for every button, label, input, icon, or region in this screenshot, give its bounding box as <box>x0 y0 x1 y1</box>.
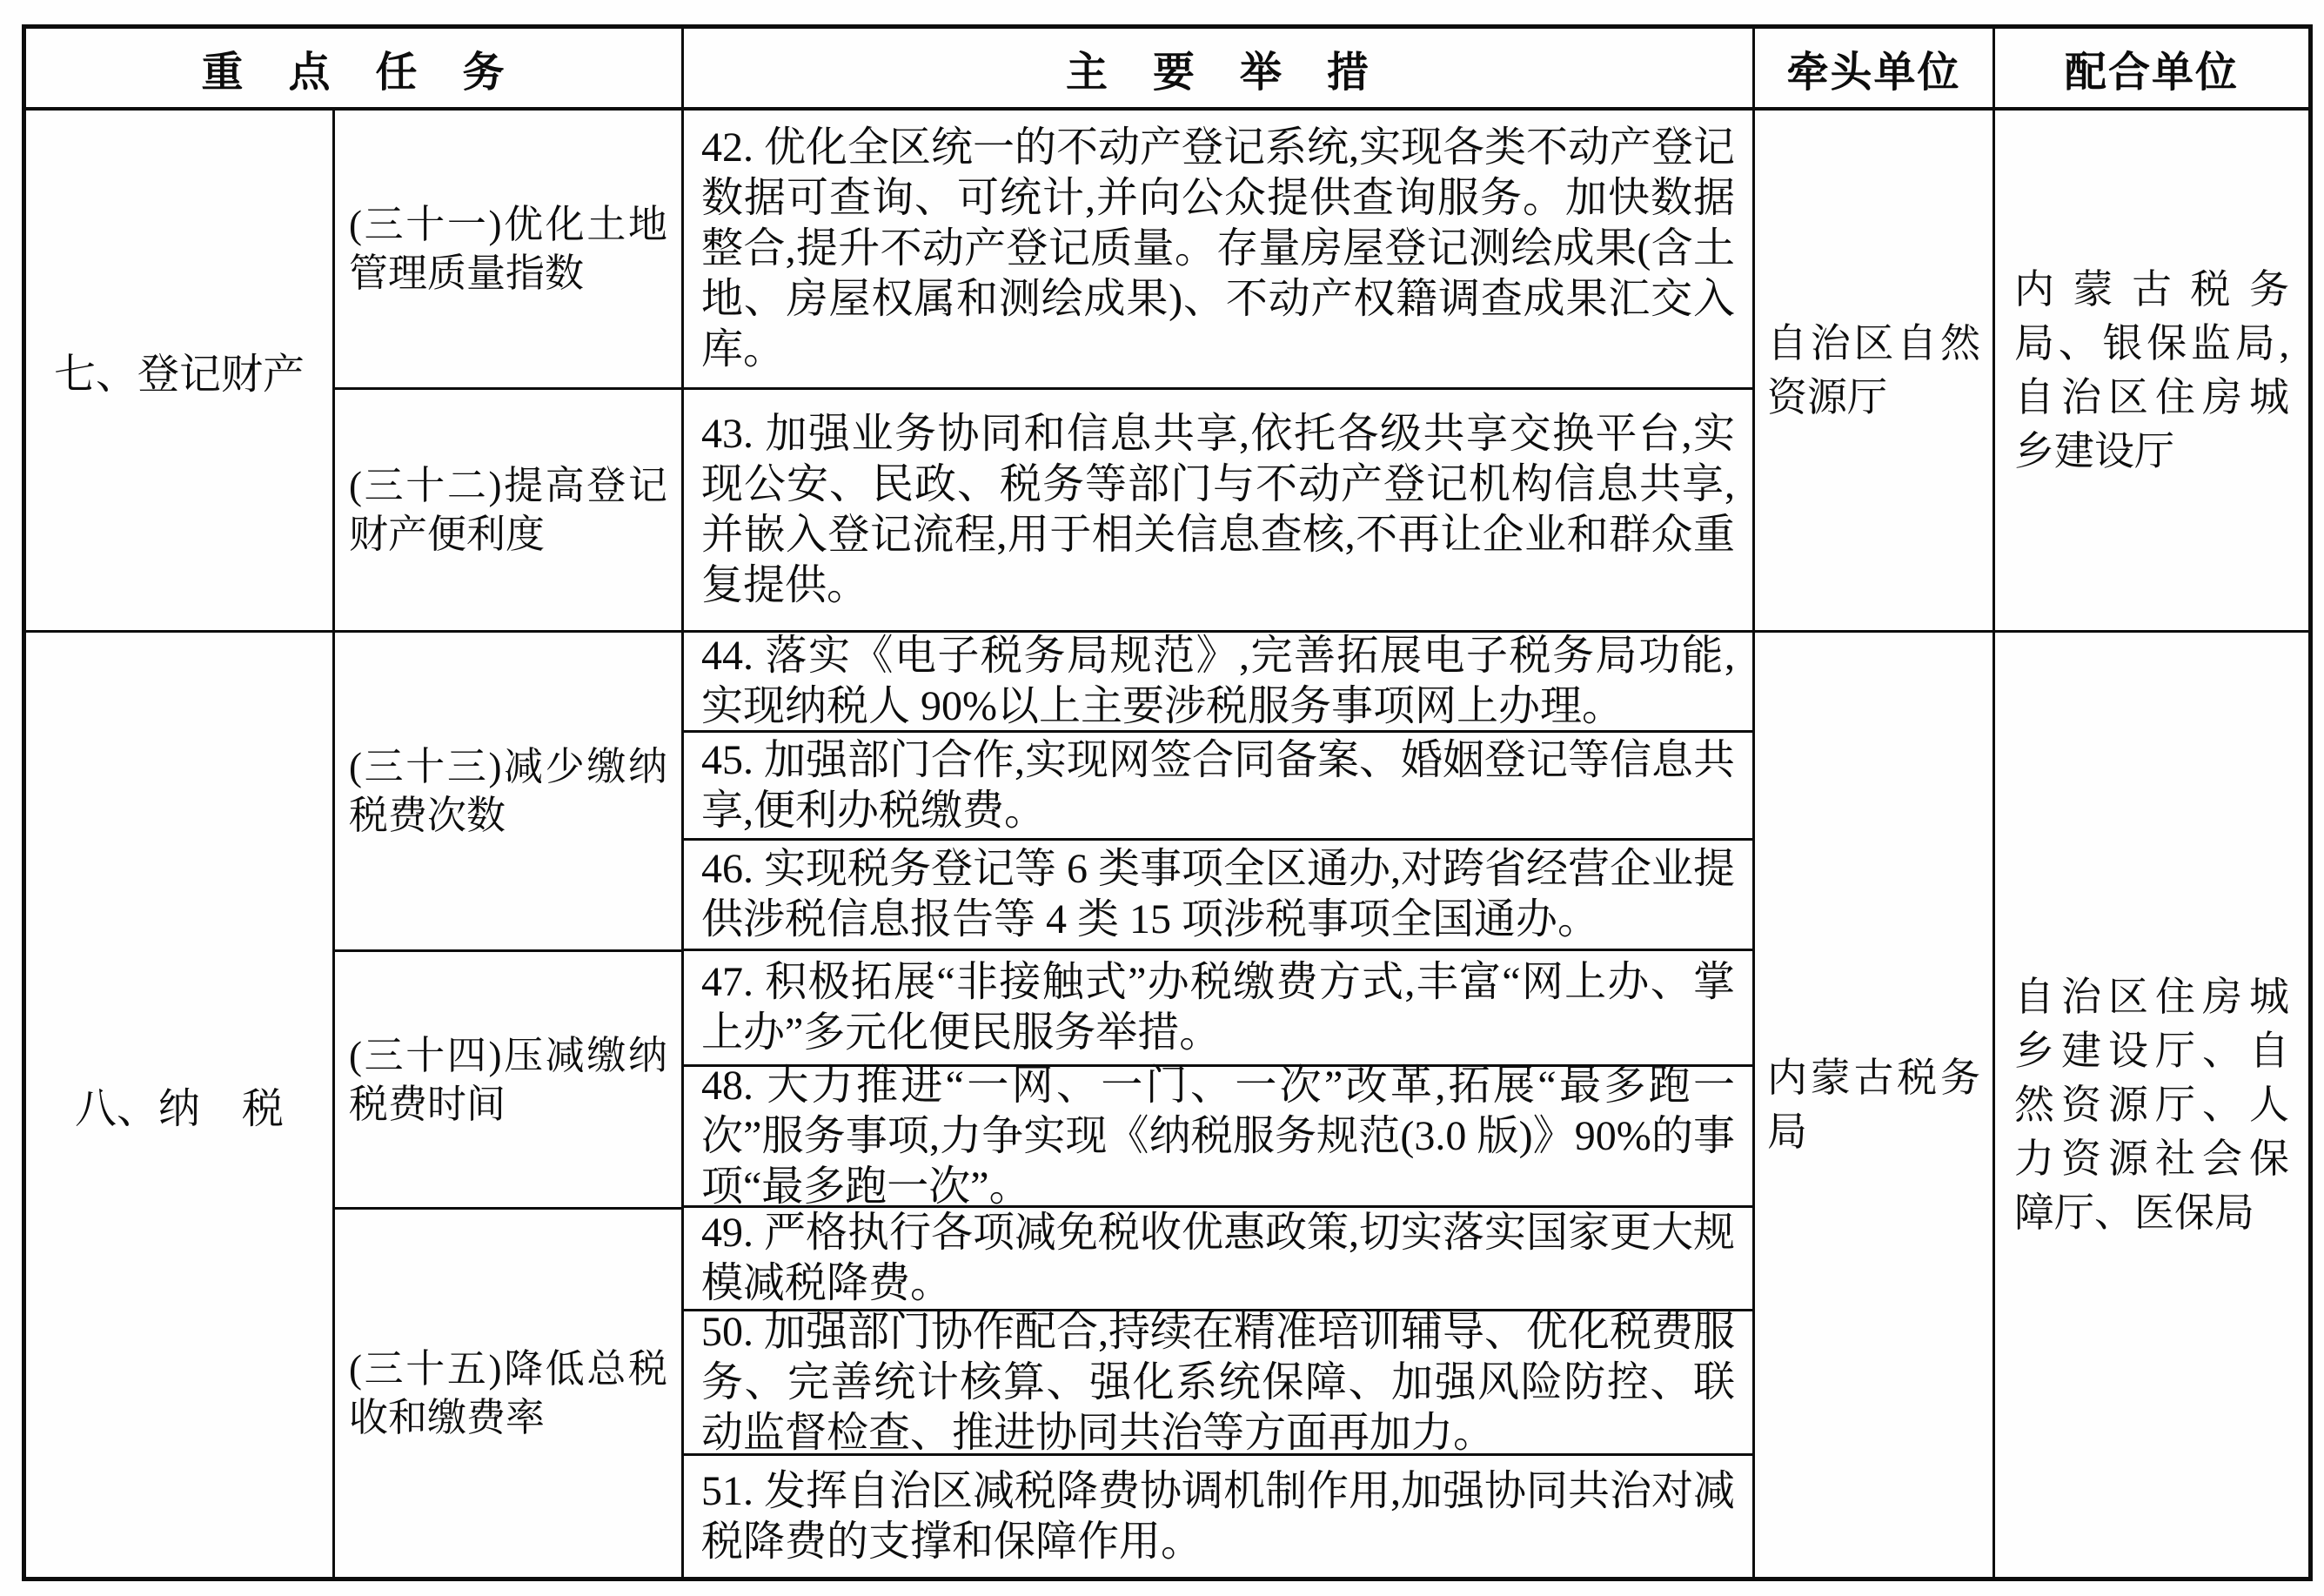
section-7-measure-list <box>684 111 1755 633</box>
measure-49 <box>684 1208 1752 1311</box>
section-8-measure-list <box>684 633 1755 1577</box>
section-7-lead-unit-text: 自治区自然资源厅 <box>1767 320 1980 419</box>
section-8-title: 八、纳 税 <box>26 633 335 1577</box>
measure-51 <box>684 1456 1752 1577</box>
measure-50-text: 50. 加强部门协作配合,持续在精准培训辅导、优化税费服务、完善统计核算、强化系统保障、加强风险防控、联动监督检查、推进协同共治等方面再加力。 <box>701 1308 1736 1456</box>
section-8-support-unit-text: 自治区住房城乡建设厅、自然资源厅、人力资源社会保障厅、医保局 <box>2014 974 2289 1235</box>
task-32 <box>335 390 681 630</box>
measure-42-text: 42. 优化全区统一的不动产登记系统,实现各类不动产登记数据可查询、可统计,并向公众提供查询服务。加快数据整合,提升不动产登记质量。存量房屋登记测绘成果(含土地、房屋权属和测绘成果)、不动产权籍调查成果汇交入库。 <box>701 124 1736 372</box>
action-plan-table <box>22 24 2313 1581</box>
measure-43-text: 43. 加强业务协同和信息共享,依托各级共享交换平台,实现公安、民政、税务等部门与不动产登记机构信息共享,并嵌入登记流程,用于相关信息查核,不再让企业和群众重复提供。 <box>701 411 1735 608</box>
section-7-task-list <box>335 111 684 633</box>
section-8-support-unit <box>1995 633 2308 1577</box>
measure-48-text: 48. 大力推进“一网、一门、一次”改革,拓展“最多跑一次”服务事项,力争实现《纳税服务规范(3.0 版)》90%的事项“最多跑一次”。 <box>701 1062 1735 1210</box>
task-33-label: (三十三)减少缴纳税费次数 <box>349 745 667 837</box>
section-7-lead-unit <box>1755 111 1995 633</box>
task-33 <box>335 633 681 952</box>
task-32-label: (三十二)提高登记财产便利度 <box>349 464 667 556</box>
measure-44-text: 44. 落实《电子税务局规范》,完善拓展电子税务局功能,实现纳税人 90%以上主要涉税服务事项网上办理。 <box>701 633 1735 729</box>
header-lead-unit: 牵头单位 <box>1755 29 1995 111</box>
task-34 <box>335 952 681 1210</box>
measure-43 <box>684 390 1752 630</box>
header-key-tasks: 重 点 任 务 <box>26 29 684 111</box>
section-7-support-unit-text: 内蒙古税务局、银保监局,自治区住房城乡建设厅 <box>2014 266 2289 473</box>
measure-46 <box>684 841 1752 951</box>
section-8-task-list <box>335 633 684 1577</box>
measure-48 <box>684 1062 1752 1210</box>
task-31 <box>335 111 681 390</box>
measure-51-text: 51. 发挥自治区减税降费协调机制作用,加强协同共治对减税降费的支撑和保障作用。 <box>701 1467 1736 1565</box>
measure-44 <box>684 633 1752 733</box>
task-34-label: (三十四)压减缴纳税费时间 <box>349 1033 667 1126</box>
measure-50 <box>684 1308 1752 1456</box>
measure-46-text: 46. 实现税务登记等 6 类事项全区通办,对跨省经营企业提供涉税信息报告等 4 类 15 项涉税事项全国通办。 <box>701 846 1736 942</box>
measure-49-text: 49. 严格执行各项减免税收优惠政策,切实落实国家更大规模减税降费。 <box>701 1210 1736 1306</box>
task-31-label: (三十一)优化土地管理质量指数 <box>349 203 667 295</box>
section-8-lead-unit <box>1755 633 1995 1577</box>
section-7-support-unit <box>1995 111 2308 633</box>
task-35 <box>335 1210 681 1577</box>
section-8-lead-unit-text: 内蒙古税务局 <box>1767 1055 1980 1154</box>
header-main-measures: 主 要 举 措 <box>684 29 1755 111</box>
measure-42 <box>684 111 1752 390</box>
measure-45 <box>684 733 1752 841</box>
measure-47 <box>684 951 1752 1067</box>
header-support-unit: 配合单位 <box>1995 29 2308 111</box>
measure-47-text: 47. 积极拓展“非接触式”办税缴费方式,丰富“网上办、掌上办”多元化便民服务举措。 <box>701 959 1735 1056</box>
section-7-title: 七、登记财产 <box>26 111 335 633</box>
measure-45-text: 45. 加强部门合作,实现网签合同备案、婚姻登记等信息共享,便利办税缴费。 <box>701 736 1736 834</box>
task-35-label: (三十五)降低总税收和缴费率 <box>349 1347 667 1439</box>
